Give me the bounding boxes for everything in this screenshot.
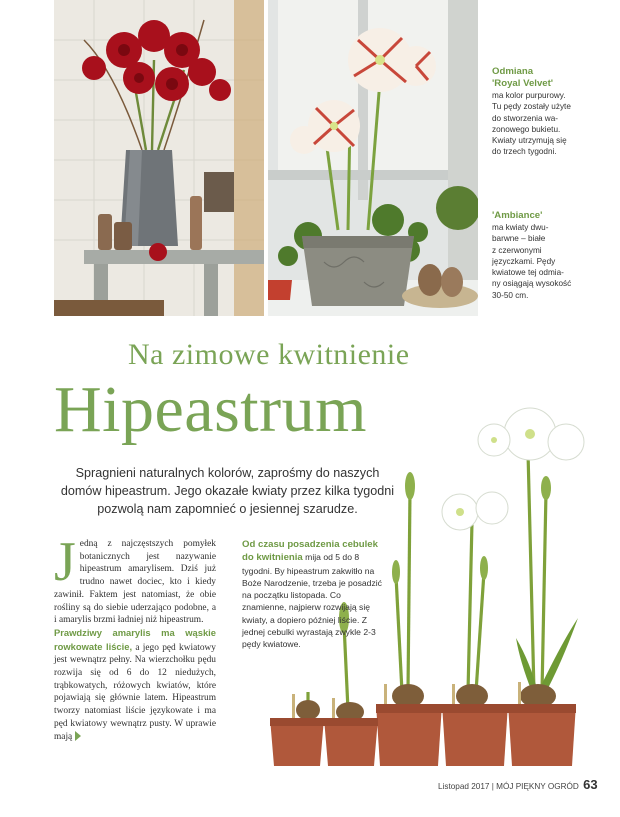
caption-line: do trzech tygodni.: [492, 147, 557, 157]
footer-issue: Listopad 2017: [438, 782, 490, 791]
caption-line: ma kwiaty dwu-: [492, 223, 549, 232]
continue-arrow-icon: [75, 731, 81, 741]
article-kicker: Na zimowe kwitnienie: [128, 338, 410, 371]
page-number: 63: [583, 777, 598, 792]
subheading-amarylis: Prawdziwy amarylis ma wąskie rowkowate liście,: [54, 626, 216, 652]
caption-heading: Odmiana: [492, 66, 534, 77]
caption-line: do stworzenia wa-: [492, 113, 558, 123]
caption-ambiance: [492, 210, 612, 301]
caption-line: 30-50 cm.: [492, 290, 529, 300]
caption-line: zonowego bukietu.: [492, 124, 561, 134]
caption-line: ny osiągają wysokość: [492, 279, 572, 289]
article-title: Hipeastrum: [54, 373, 367, 446]
article-column-2: [242, 538, 382, 651]
article-lead: Spragnieni naturalnych kolorów, zaprośmy do naszych domów hipeastrum. Jego okazałe kwiaty przez kilka tygodni pozwolą nam zapomnieć o jesiennej szarudze.: [60, 466, 395, 516]
caption-heading: 'Royal Velvet': [492, 78, 554, 89]
subheading-planting: Od czasu posadzenia cebulek do kwitnienia: [242, 539, 378, 564]
caption-line: języczkami. Pędy: [492, 256, 556, 266]
caption-line: ma kolor purpurowy.: [492, 91, 566, 100]
photo-red-amaryllis-vase: [54, 0, 264, 316]
paragraph-1: edną z najczęstszych pomyłek botanicznych jest nazywanie hipeastrum amarylisem. Dziś już trudno nawet dociec, kto i kiedy zawinił. Faktem jest natomiast, że obie rośliny są do siebie uderzająco podobne, a i amarylis brzmi ładniej niż hipeastrum.: [54, 539, 216, 626]
caption-royal-velvet: [492, 66, 612, 158]
caption-line: z czerwonymi: [492, 245, 542, 255]
footer-magazine: MÓJ PIĘKNY OGRÓD: [496, 782, 579, 791]
caption-heading: 'Ambiance': [492, 210, 543, 221]
caption-line: barwne – białe: [492, 234, 546, 244]
footer-separator: |: [491, 782, 494, 791]
paragraph-planting: mija od 5 do 8 tygodni. By hipeastrum zakwitło na Boże Narodzenie, trzeba je posadzić na początku listopada. Co znamienne, najpierw rozwijają się kwiaty, a dopiero później liście. Z jednej cebulki wyrastają zwykle 2-3 pędy kwiatowe.: [242, 552, 382, 650]
page-footer: [438, 777, 598, 792]
article-column-1: [54, 531, 216, 743]
drop-cap: J: [54, 531, 76, 593]
caption-line: kwiatowe tej odmia-: [492, 268, 564, 278]
caption-line: Tu pędy zostały użyte: [492, 102, 571, 112]
paragraph-2: a jego pęd kwiatowy jest wewnątrz pełny. Na wierzchołku pędu rozwija się od 6 do 12 niedużych, trąbkowatych, różowych kwiatów, które pojawiają się głównie latem. Hipeastrum tworzy natomiast liście językowate i ma pęd kwiatowy wewnątrz pusty. W uprawie mają: [54, 642, 216, 742]
photo-ambiance-amaryllis-pot: [268, 0, 478, 316]
caption-line: Kwiaty utrzymują się: [492, 136, 567, 146]
